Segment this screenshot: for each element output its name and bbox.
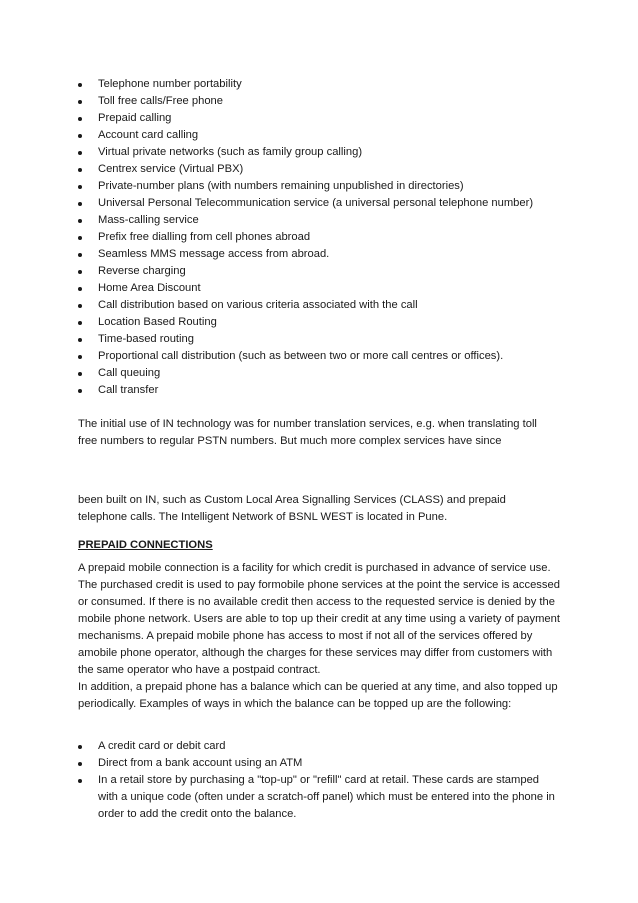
list-item: Proportional call distribution (such as between two or more call centres or offices).	[78, 348, 578, 365]
list-item: Account card calling	[78, 127, 578, 144]
bullet-icon	[78, 355, 82, 359]
bullet-icon	[78, 168, 82, 172]
bullet-icon	[78, 219, 82, 223]
list-item: Seamless MMS message access from abroad.	[78, 246, 578, 263]
paragraph-in-technology-part1: The initial use of IN technology was for number translation services, e.g. when translating toll free numbers to regular PSTN numbers. But much more complex services have since	[78, 418, 537, 447]
list-item: Call queuing	[78, 365, 578, 382]
bullet-icon	[78, 270, 82, 274]
bullet-icon	[78, 100, 82, 104]
list-item: Private-number plans (with numbers remaining unpublished in directories)	[78, 178, 578, 195]
list-item: Home Area Discount	[78, 280, 578, 297]
bullet-icon	[78, 321, 82, 325]
list-item: Location Based Routing	[78, 314, 578, 331]
list-item: Call distribution based on various criteria associated with the call	[78, 297, 578, 314]
bullet-icon	[78, 338, 82, 342]
bullet-icon	[78, 253, 82, 257]
list-item: Mass-calling service	[78, 212, 578, 229]
list-item: Centrex service (Virtual PBX)	[78, 161, 578, 178]
list-item: Prefix free dialling from cell phones abroad	[78, 229, 578, 246]
list-item: Prepaid calling	[78, 110, 578, 127]
list-item: Time-based routing	[78, 331, 578, 348]
list-item: A credit card or debit card	[78, 738, 560, 755]
list-item: Toll free calls/Free phone	[78, 93, 578, 110]
bullet-icon	[78, 151, 82, 155]
bullet-icon	[78, 83, 82, 87]
list-item: Call transfer	[78, 382, 578, 399]
services-list	[78, 76, 578, 399]
bullet-icon	[78, 287, 82, 291]
bullet-icon	[78, 304, 82, 308]
list-item: Reverse charging	[78, 263, 578, 280]
bullet-icon	[78, 134, 82, 138]
bullet-icon	[78, 185, 82, 189]
bullet-icon	[78, 762, 82, 766]
paragraph-prepaid: A prepaid mobile connection is a facility for which credit is purchased in advance of service use. The purchased credit is used to pay formobile phone services at the point the service is accessed or consumed. If there is no available credit then access to the requested service is denied by the mobile phone network. Users are able to top up their credit at any time using a variety of payment mechanisms. A prepaid mobile phone has access to most if not all of the services offered by amobile phone operator, although the charges for these services may differ from customers with the same operator who have a postpaid contract.	[78, 562, 560, 676]
bullet-icon	[78, 779, 82, 783]
list-item: Direct from a bank account using an ATM	[78, 755, 560, 772]
bullet-icon	[78, 389, 82, 393]
section-heading-prepaid: PREPAID CONNECTIONS	[78, 539, 213, 551]
bullet-icon	[78, 745, 82, 749]
bullet-icon	[78, 117, 82, 121]
list-item: Universal Personal Telecommunication service (a universal personal telephone number)	[78, 195, 578, 212]
paragraph-balance: In addition, a prepaid phone has a balance which can be queried at any time, and also topped up periodically. Examples of ways in which the balance can be topped up are the following:	[78, 681, 558, 710]
list-item: Virtual private networks (such as family group calling)	[78, 144, 578, 161]
list-item: In a retail store by purchasing a "top-up" or "refill" card at retail. These cards are stamped with a unique code (often under a scratch-off panel) which must be entered into the phone in order to add the credit onto the balance.	[78, 772, 560, 823]
bullet-icon	[78, 372, 82, 376]
topup-methods-list	[78, 738, 560, 823]
list-item: Telephone number portability	[78, 76, 578, 93]
bullet-icon	[78, 202, 82, 206]
bullet-icon	[78, 236, 82, 240]
paragraph-in-technology-part2: been built on IN, such as Custom Local Area Signalling Services (CLASS) and prepaid telephone calls. The Intelligent Network of BSNL WEST is located in Pune.	[78, 494, 506, 523]
